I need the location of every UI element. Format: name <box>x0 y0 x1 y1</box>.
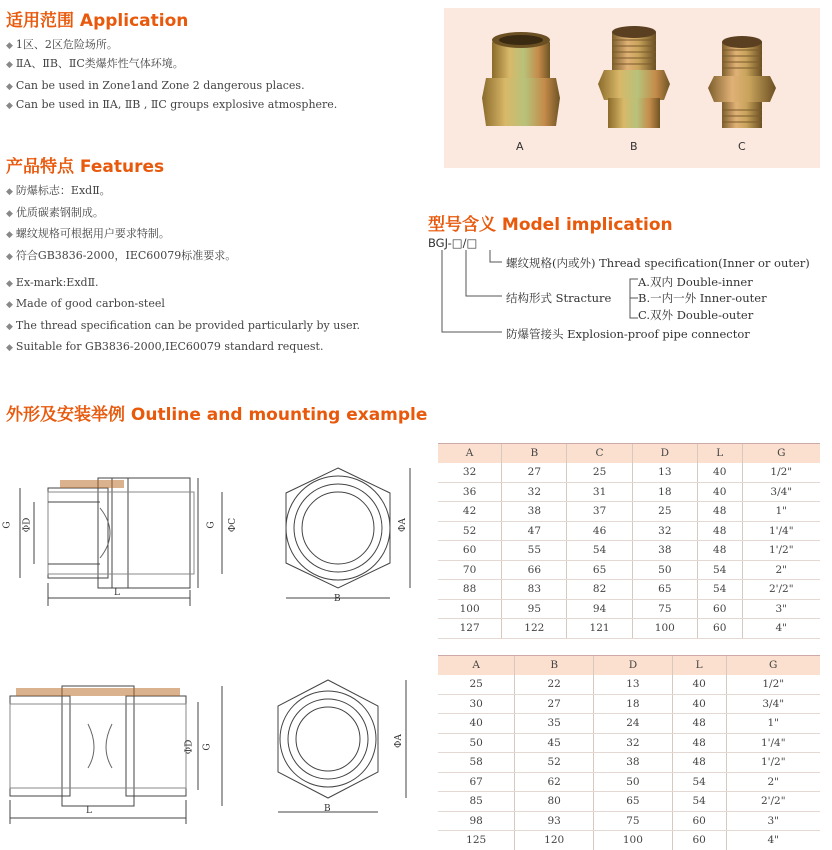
table-cell: 100 <box>632 619 697 639</box>
table-cell: 32 <box>438 463 502 483</box>
table-cell: 48 <box>672 753 726 773</box>
table-cell: 1" <box>726 714 820 734</box>
table-cell: 60 <box>697 619 742 639</box>
table-cell: 58 <box>438 753 515 773</box>
table-row <box>438 463 820 483</box>
d1-l-label: L <box>114 588 120 598</box>
table-cell: 2'/2" <box>742 580 820 600</box>
table-cell: 38 <box>632 541 697 561</box>
model-connector: 防爆管接头 Explosion-proof pipe connector <box>506 327 750 341</box>
model-structure: 结构形式 Stracture <box>506 291 612 305</box>
column-header: G <box>726 656 820 675</box>
spec-table-1 <box>438 443 820 639</box>
table-cell: 22 <box>515 675 594 695</box>
table-cell: 80 <box>515 792 594 812</box>
table-cell: 120 <box>515 831 594 850</box>
feature-bullet: ◆ 防爆标志：ExdⅡ。 <box>6 184 111 197</box>
table-row <box>438 580 820 600</box>
column-header: B <box>502 444 567 463</box>
table-cell: 40 <box>672 675 726 695</box>
table-row <box>438 619 820 639</box>
table-row <box>438 753 820 773</box>
table-cell: 83 <box>502 580 567 600</box>
table-cell: 88 <box>438 580 502 600</box>
column-header: C <box>567 444 632 463</box>
table-cell: 1'/2" <box>742 541 820 561</box>
photo-label-c: C <box>738 140 746 153</box>
table-cell: 38 <box>502 502 567 522</box>
table-cell: 65 <box>632 580 697 600</box>
table-cell: 48 <box>697 521 742 541</box>
product-photo <box>444 8 820 168</box>
table-cell: 95 <box>502 599 567 619</box>
table-row <box>438 792 820 812</box>
table-cell: 46 <box>567 521 632 541</box>
table-cell: 1" <box>742 502 820 522</box>
table-cell: 37 <box>567 502 632 522</box>
table-cell: 36 <box>438 482 502 502</box>
table-cell: 18 <box>632 482 697 502</box>
d1-g-label: G <box>2 521 13 529</box>
table-cell: 65 <box>567 560 632 580</box>
outline-title: 外形及安装举例 Outline and mounting example <box>6 405 428 425</box>
table-cell: 50 <box>632 560 697 580</box>
feature-bullet: ◆ 优质碳素钢制成。 <box>6 206 104 219</box>
application-bullet: ◆ ⅡA、ⅡB、ⅡC类爆炸性气体环境。 <box>6 57 184 70</box>
d2-b-label: B <box>324 804 331 814</box>
table-cell: 54 <box>697 560 742 580</box>
column-header: D <box>632 444 697 463</box>
table-cell: 45 <box>515 733 594 753</box>
feature-bullet: ◆ The thread specification can be provided particularly by user. <box>6 319 361 332</box>
table-cell: 75 <box>594 811 673 831</box>
table-cell: 2'/2" <box>726 792 820 812</box>
table-cell: 121 <box>567 619 632 639</box>
feature-bullet: ◆ 符合GB3836-2000，IEC60079标准要求。 <box>6 249 237 262</box>
table-cell: 2" <box>726 772 820 792</box>
column-header: G <box>742 444 820 463</box>
d1-phia-label: ΦA <box>397 518 408 532</box>
application-bullet: ◆ Can be used in ⅡA, ⅡB , ⅡC groups explosive atmosphere. <box>6 98 338 111</box>
table-cell: 94 <box>567 599 632 619</box>
table-cell: 30 <box>438 694 515 714</box>
table-cell: 60 <box>697 599 742 619</box>
column-header: B <box>515 656 594 675</box>
table-cell: 25 <box>438 675 515 695</box>
d2-phid-label: ΦD <box>184 739 195 755</box>
table-cell: 3" <box>726 811 820 831</box>
table-cell: 100 <box>594 831 673 850</box>
d2-phia-label: ΦA <box>393 734 404 748</box>
model-connector-lines <box>428 248 518 338</box>
d1-phid-label: ΦD <box>22 517 33 533</box>
outline-drawing-1-front <box>270 448 430 618</box>
fitting-c <box>708 36 776 128</box>
table-cell: 85 <box>438 792 515 812</box>
table-cell: 27 <box>515 694 594 714</box>
feature-bullet: ◆ Ex-mark:ExdⅡ. <box>6 276 99 289</box>
d2-g-label: G <box>202 743 213 751</box>
table-cell: 13 <box>594 675 673 695</box>
table-cell: 100 <box>438 599 502 619</box>
table-cell: 125 <box>438 831 515 850</box>
table-cell: 50 <box>438 733 515 753</box>
photo-label-a: A <box>516 140 524 153</box>
d2-l-label: L <box>86 806 92 816</box>
model-option-c: C.双外 Double-outer <box>638 308 754 322</box>
table-cell: 55 <box>502 541 567 561</box>
column-header: D <box>594 656 673 675</box>
table-cell: 27 <box>502 463 567 483</box>
column-header: A <box>438 656 515 675</box>
spec-table-2 <box>438 655 820 850</box>
table-cell: 40 <box>672 694 726 714</box>
table-cell: 1/2" <box>726 675 820 695</box>
table-cell: 67 <box>438 772 515 792</box>
model-code: BGJ-□/□ <box>428 236 478 250</box>
fitting-a <box>482 32 560 126</box>
table-row <box>438 772 820 792</box>
table-cell: 40 <box>697 482 742 502</box>
table-cell: 47 <box>502 521 567 541</box>
feature-bullet: ◆ Made of good carbon-steel <box>6 297 165 310</box>
d1-g2-label: G <box>206 521 217 529</box>
application-title: 适用范围 Application <box>6 11 189 31</box>
table-cell: 54 <box>672 772 726 792</box>
table-cell: 32 <box>632 521 697 541</box>
table-cell: 82 <box>567 580 632 600</box>
table-row <box>438 560 820 580</box>
table-cell: 48 <box>672 733 726 753</box>
table-cell: 93 <box>515 811 594 831</box>
d1-phic-label: ΦC <box>228 517 239 533</box>
table-cell: 25 <box>632 502 697 522</box>
table-cell: 66 <box>502 560 567 580</box>
table-row <box>438 694 820 714</box>
table-cell: 18 <box>594 694 673 714</box>
table-cell: 32 <box>502 482 567 502</box>
table-cell: 75 <box>632 599 697 619</box>
model-thread: 螺纹规格(内或外) Thread specification(Inner or outer) <box>506 256 810 270</box>
table-cell: 65 <box>594 792 673 812</box>
column-header: L <box>672 656 726 675</box>
table-cell: 40 <box>438 714 515 734</box>
application-bullet: ◆ 1区、2区危险场所。 <box>6 38 118 51</box>
table-cell: 52 <box>515 753 594 773</box>
table-cell: 52 <box>438 521 502 541</box>
table-cell: 24 <box>594 714 673 734</box>
table-cell: 42 <box>438 502 502 522</box>
table-cell: 98 <box>438 811 515 831</box>
table-cell: 1'/2" <box>726 753 820 773</box>
table-row <box>438 811 820 831</box>
fitting-b <box>598 26 670 128</box>
table-row <box>438 521 820 541</box>
outline-drawing-2-side <box>0 668 260 828</box>
table-cell: 1'/4" <box>726 733 820 753</box>
table-cell: 50 <box>594 772 673 792</box>
table-row <box>438 541 820 561</box>
table-cell: 48 <box>672 714 726 734</box>
table-cell: 122 <box>502 619 567 639</box>
column-header: A <box>438 444 502 463</box>
model-title: 型号含义 Model implication <box>428 215 673 235</box>
model-option-b: B.一内一外 Inner-outer <box>638 291 767 305</box>
table-cell: 25 <box>567 463 632 483</box>
outline-drawing-2-front <box>270 668 430 838</box>
table-cell: 54 <box>697 580 742 600</box>
table-cell: 54 <box>672 792 726 812</box>
table-cell: 40 <box>697 463 742 483</box>
application-bullet: ◆ Can be used in Zone1and Zone 2 dangerous places. <box>6 79 305 92</box>
table-cell: 3/4" <box>726 694 820 714</box>
column-header: L <box>697 444 742 463</box>
table-row <box>438 675 820 695</box>
table-row <box>438 733 820 753</box>
table-cell: 127 <box>438 619 502 639</box>
d1-b-label: B <box>334 594 341 604</box>
table-cell: 4" <box>742 619 820 639</box>
feature-bullet: ◆ Suitable for GB3836-2000,IEC60079 standard request. <box>6 340 324 353</box>
table-cell: 35 <box>515 714 594 734</box>
table-cell: 3" <box>742 599 820 619</box>
table-cell: 48 <box>697 502 742 522</box>
table-cell: 60 <box>672 831 726 850</box>
photo-label-b: B <box>630 140 638 153</box>
feature-bullet: ◆ 螺纹规格可根据用户要求特制。 <box>6 227 170 240</box>
model-option-a: A.双内 Double-inner <box>638 275 753 289</box>
table-row <box>438 502 820 522</box>
table-cell: 60 <box>672 811 726 831</box>
table-cell: 54 <box>567 541 632 561</box>
table-cell: 60 <box>438 541 502 561</box>
table-cell: 4" <box>726 831 820 850</box>
features-title: 产品特点 Features <box>6 157 165 177</box>
table-row <box>438 482 820 502</box>
table-cell: 31 <box>567 482 632 502</box>
table-cell: 3/4" <box>742 482 820 502</box>
table-cell: 2" <box>742 560 820 580</box>
table-cell: 13 <box>632 463 697 483</box>
outline-drawing-1-side <box>0 448 260 618</box>
table-cell: 1'/4" <box>742 521 820 541</box>
table-cell: 62 <box>515 772 594 792</box>
table-cell: 48 <box>697 541 742 561</box>
table-row <box>438 831 820 850</box>
table-cell: 1/2" <box>742 463 820 483</box>
table-cell: 32 <box>594 733 673 753</box>
table-row <box>438 714 820 734</box>
table-cell: 38 <box>594 753 673 773</box>
table-row <box>438 599 820 619</box>
table-cell: 70 <box>438 560 502 580</box>
